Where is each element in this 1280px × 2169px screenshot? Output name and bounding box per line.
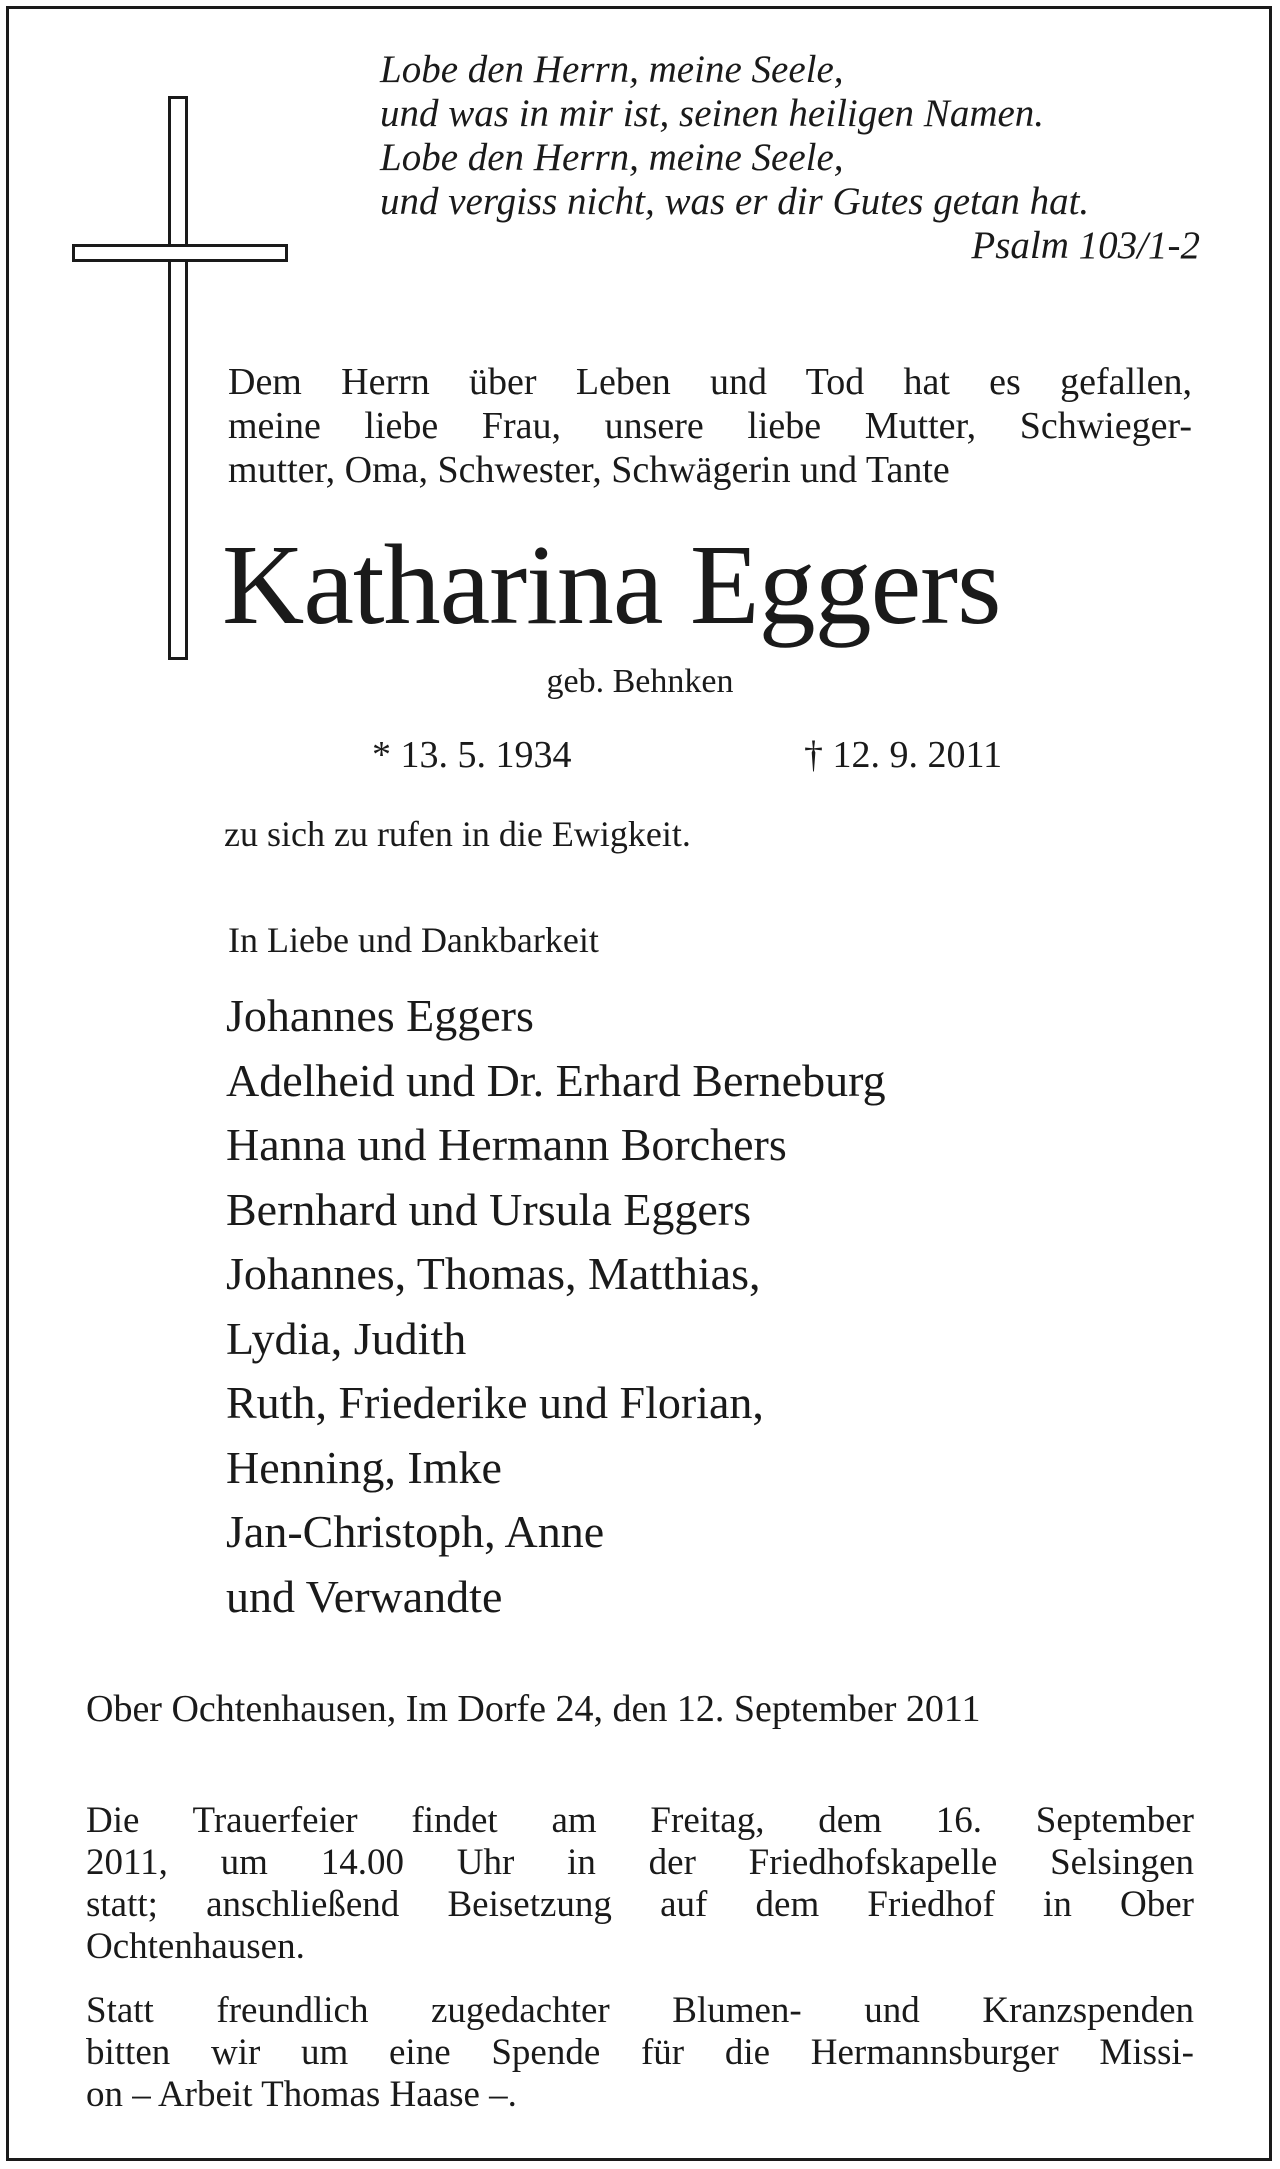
- mourners-list: [226, 984, 886, 1629]
- verse-line: Lobe den Herrn, meine Seele,: [380, 48, 844, 91]
- donation-line: Statt freundlich zugedachter Blumen- und Kranzspenden: [86, 1990, 1194, 2031]
- mourner: Lydia, Judith: [226, 1312, 467, 1364]
- mourner: und Verwandte: [226, 1570, 503, 1622]
- deceased-name: Katharina Eggers: [222, 521, 1001, 648]
- donation-line: on – Arbeit Thomas Haase –.: [86, 2074, 517, 2115]
- birth-date: * 13. 5. 1934: [372, 734, 572, 776]
- intro-line: Dem Herrn über Leben und Tod hat es gefallen,: [228, 361, 1192, 403]
- verse-line: Lobe den Herrn, meine Seele,: [380, 136, 844, 179]
- intro-text: [228, 360, 1192, 492]
- intro-line: meine liebe Frau, unsere liebe Mutter, Schwieger-: [228, 405, 1192, 447]
- psalm-verse: [380, 48, 1200, 268]
- mourner: Adelheid und Dr. Erhard Berneburg: [226, 1054, 886, 1106]
- death-date: † 12. 9. 2011: [804, 734, 1003, 776]
- intro-line: mutter, Oma, Schwester, Schwägerin und Tante: [228, 449, 950, 491]
- mourner: Johannes, Thomas, Matthias,: [226, 1248, 761, 1299]
- funeral-line: 2011, um 14.00 Uhr in der Friedhofskapelle Selsingen: [86, 1842, 1194, 1883]
- verse-line: und was in mir ist, seinen heiligen Namen.: [380, 92, 1045, 135]
- verse-line: und vergiss nicht, was er dir Gutes getan hat.: [380, 180, 1090, 223]
- mourner: Bernhard und Ursula Eggers: [226, 1183, 752, 1235]
- donation-info: [86, 1990, 1194, 2116]
- funeral-line: Ochtenhausen.: [86, 1926, 305, 1967]
- mourner: Hanna und Hermann Borchers: [226, 1119, 787, 1170]
- mourner: Ruth, Friederike und Florian,: [226, 1377, 764, 1428]
- donation-line: bitten wir um eine Spende für die Hermannsburger Missi-: [86, 2032, 1194, 2073]
- verse-reference: Psalm 103/1-2: [971, 224, 1200, 267]
- maiden-name: geb. Behnken: [546, 663, 734, 700]
- funeral-line: Die Trauerfeier findet am Freitag, dem 16. September: [86, 1800, 1194, 1841]
- funeral-info: [86, 1800, 1194, 1968]
- greeting: In Liebe und Dankbarkeit: [228, 920, 599, 960]
- mourner: Henning, Imke: [226, 1441, 502, 1493]
- funeral-line: statt; anschließend Beisetzung auf dem Friedhof in Ober: [86, 1884, 1194, 1925]
- mourner: Jan-Christoph, Anne: [226, 1506, 605, 1557]
- place-and-date: Ober Ochtenhausen, Im Dorfe 24, den 12. September 2011: [86, 1688, 981, 1730]
- closing-phrase: zu sich zu rufen in die Ewigkeit.: [224, 814, 691, 854]
- mourner: Johannes Eggers: [226, 990, 534, 1041]
